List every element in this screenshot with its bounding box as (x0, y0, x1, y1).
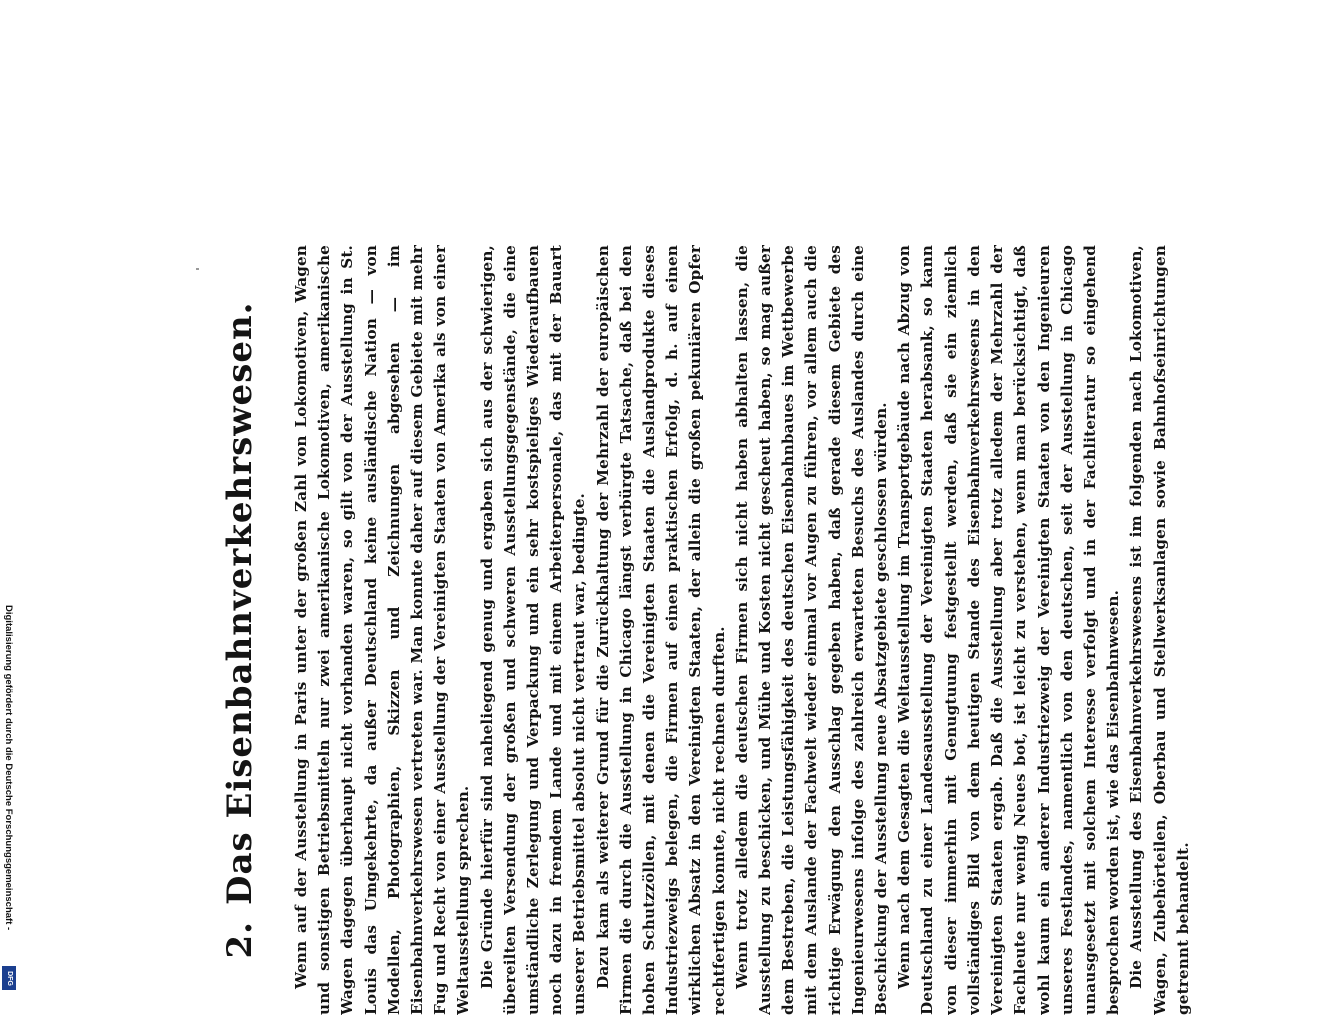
funding-sidebar (0, 0, 18, 1000)
page-content (220, 245, 1192, 1015)
paragraph: Wenn auf der Ausstellung in Paris unter der großen Zahl von Lokomotiven, Wagen und sonstigen Betriebsmitteln nur zwei amerikanische Lokomotiven, amerikanische Wagen dagegen überhaupt nicht vorhanden waren, so gilt von der Ausstellung in St. Louis das Umgekehrte, da außer Deutschland keine ausländische Nation — von Modellen, Photographien, Skizzen und Zeichnungen abgesehen — im Eisenbahnverkehrswesen vertreten war. Man konnte daher auf diesem Gebiete mit mehr Fug und Recht von einer Ausstellung der Vereinigten Staaten von Amerika als von einer Weltausstellung sprechen. (292, 245, 473, 1015)
section-title: Das Eisenbahnverkehrswesen. (220, 301, 260, 906)
section-number: 2. (220, 921, 260, 959)
paragraph: Die Ausstellung des Eisenbahnverkehrswesens ist im folgenden nach Lokomotiven, Wagen, Zubehörteilen, Oberbau und Stellwerksanlagen sowie Bahnhofseinrichtungen getrennt behandelt. (1127, 245, 1192, 1015)
dfg-logo-icon: DFG (2, 966, 16, 990)
section-heading (220, 245, 260, 1015)
funding-note: Digitalisierung gefördert durch die Deutsche Forschungsgemeinschaft - (3, 605, 14, 931)
body-text (290, 245, 1195, 1015)
scanned-page (220, 245, 1192, 1015)
paragraph: Wenn nach dem Gesagten die Weltausstellung im Transportgebäude nach Abzug von Deutschland zu einer Landesausstellung der Vereinigten Staaten herabsank, so kann von dieser immerhin mit Genugtuung festgestellt werden, daß sie ein ziemlich vollständiges Bild von dem heutigen Stande des Eisenbahnverkehrswesens in den Vereinigten Staaten ergab. Daß die Ausstellung aber trotz alledem der Mehrzahl der Fachleute nur wenig Neues bot, ist leicht zu verstehen, wenn man berücksichtigt, daß wohl kaum ein anderer Industriezweig der Vereinigten Staaten von den Ingenieuren unseres Festlandes, namentlich von den deutschen, seit der Ausstellung in Chicago unausgesetzt mit solchem Interesse verfolgt und in der Fachliteratur so eingehend besprochen worden ist, wie das Eisenbahnwesen. (895, 245, 1123, 1015)
scan-speck (196, 268, 199, 270)
paragraph: Wenn trotz alledem die deutschen Firmen sich nicht haben abhalten lassen, die Ausstellung zu beschicken, und Mühe und Kosten nicht gescheut haben, so mag außer dem Bestreben, die Leistungsfähigkeit des deutschen Eisenbahnbaues im Wettbewerbe mit dem Auslande der Fachwelt wieder einmal vor Augen zu führen, vor allem auch die richtige Erwägung den Ausschlag gegeben haben, daß gerade diesem Gebiete des Ingenieurwesens infolge des zahlreich erwarteten Besuchs des Auslandes durch eine Beschickung der Ausstellung neue Absatzgebiete geschlossen würden. (732, 245, 891, 1015)
paragraph: Die Gründe hierfür sind naheliegend genug und ergaben sich aus der schwierigen, übereilten Versendung der großen und schweren Ausstellungsgegenstände, die eine umständliche Zerlegung und Verpackung und ein sehr kostspieliges Wiederaufbauen noch dazu in fremdem Lande und mit einem Arbeiterpersonale, das mit der Bauart unserer Betriebsmittel absolut nicht vertraut war, bedingte. (477, 245, 589, 1015)
paragraph: Dazu kam als weiterer Grund für die Zurückhaltung der Mehrzahl der europäischen Firmen die durch die Ausstellung in Chicago längst verbürgte Tatsache, daß bei den hohen Schutzzöllen, mit denen die Vereinigten Staaten die Auslandprodukte dieses Industriezweigs belegen, die Firmen auf einen praktischen Erfolg, d. h. auf einen wirklichen Absatz in den Vereinigten Staaten, der allein die großen pekuniären Opfer rechtfertigen konnte, nicht rechnen durften. (593, 245, 728, 1015)
